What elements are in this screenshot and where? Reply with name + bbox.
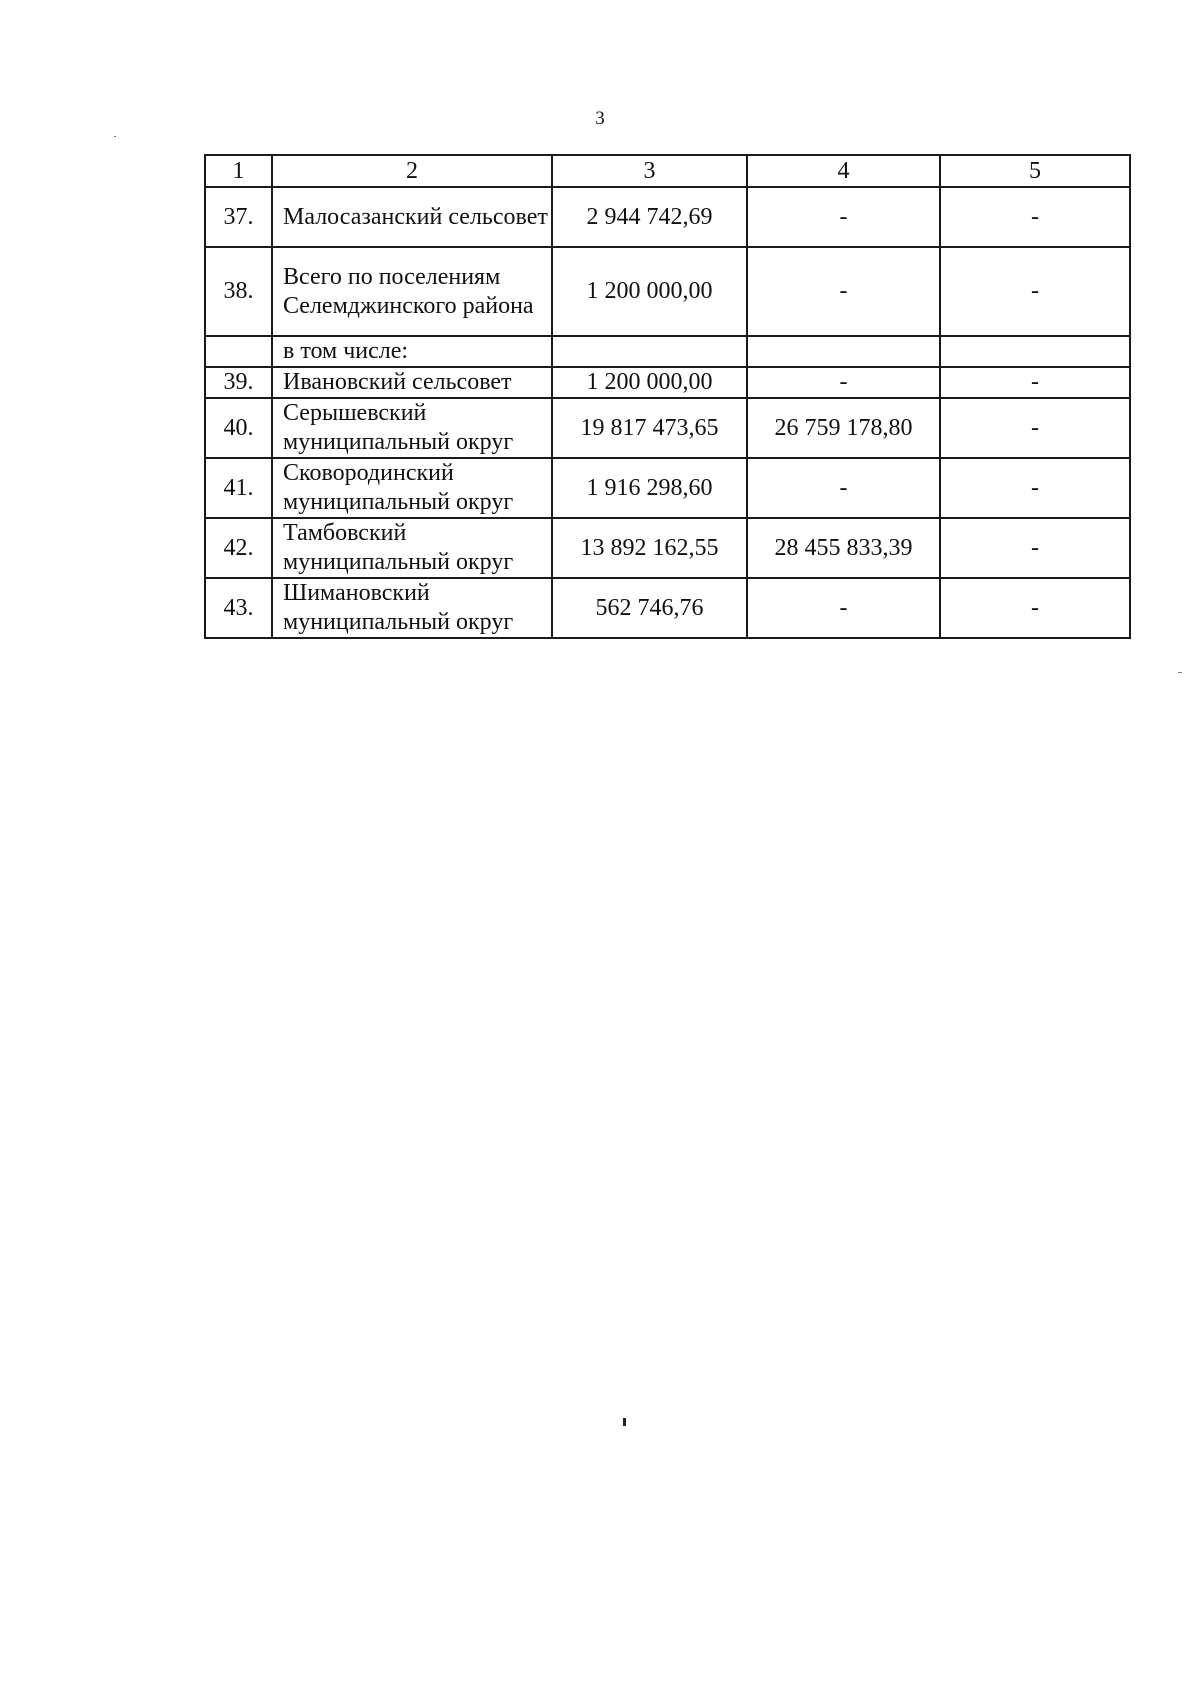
row-value-col3: 2 944 742,69	[552, 187, 747, 247]
row-value-col3: 1 200 000,00	[552, 247, 747, 336]
row-number: 43.	[205, 578, 272, 638]
header-cell: 3	[552, 155, 747, 187]
scan-artifact	[623, 1418, 626, 1426]
row-value-col3: 13 892 162,55	[552, 518, 747, 578]
row-value-col4: 28 455 833,39	[747, 518, 940, 578]
row-value-col4: -	[747, 187, 940, 247]
row-value-col4: -	[747, 458, 940, 518]
row-name: Тамбовский муниципальный округ	[272, 518, 552, 578]
row-name: Серышевский муниципальный округ	[272, 398, 552, 458]
table-header-row	[205, 155, 1130, 187]
row-number	[205, 336, 272, 367]
row-value-col3: 1 200 000,00	[552, 367, 747, 398]
row-value-col3: 1 916 298,60	[552, 458, 747, 518]
header-cell: 1	[205, 155, 272, 187]
row-number: 42.	[205, 518, 272, 578]
row-value-col4: -	[747, 578, 940, 638]
table-row	[205, 578, 1130, 638]
header-cell: 2	[272, 155, 552, 187]
table-row	[205, 458, 1130, 518]
row-value-col5: -	[940, 187, 1130, 247]
row-name: Малосазанский сельсовет	[272, 187, 552, 247]
row-number: 41.	[205, 458, 272, 518]
table-row	[205, 398, 1130, 458]
row-name: Всего по поселениям Селемджинского района	[272, 247, 552, 336]
row-value-col3	[552, 336, 747, 367]
row-number: 39.	[205, 367, 272, 398]
row-name: Ивановский сельсовет	[272, 367, 552, 398]
row-value-col4: -	[747, 247, 940, 336]
page-number: 3	[595, 108, 605, 129]
row-name: Шимановский муниципальный округ	[272, 578, 552, 638]
row-number: 37.	[205, 187, 272, 247]
budget-table	[204, 154, 1131, 639]
row-value-col5: -	[940, 458, 1130, 518]
row-number: 40.	[205, 398, 272, 458]
row-number: 38.	[205, 247, 272, 336]
row-value-col3: 19 817 473,65	[552, 398, 747, 458]
scan-artifact	[1178, 672, 1182, 673]
scan-artifact	[114, 136, 116, 137]
row-value-col5: -	[940, 578, 1130, 638]
table-row	[205, 336, 1130, 367]
row-value-col4	[747, 336, 940, 367]
row-value-col5: -	[940, 518, 1130, 578]
row-value-col5	[940, 336, 1130, 367]
table-row	[205, 187, 1130, 247]
row-value-col5: -	[940, 398, 1130, 458]
row-value-col3: 562 746,76	[552, 578, 747, 638]
row-value-col4: 26 759 178,80	[747, 398, 940, 458]
row-value-col5: -	[940, 367, 1130, 398]
row-name: Сковородинский муниципальный округ	[272, 458, 552, 518]
table-row	[205, 247, 1130, 336]
table-row	[205, 518, 1130, 578]
table-row	[205, 367, 1130, 398]
row-name: в том числе:	[272, 336, 552, 367]
row-value-col5: -	[940, 247, 1130, 336]
header-cell: 4	[747, 155, 940, 187]
header-cell: 5	[940, 155, 1130, 187]
row-value-col4: -	[747, 367, 940, 398]
